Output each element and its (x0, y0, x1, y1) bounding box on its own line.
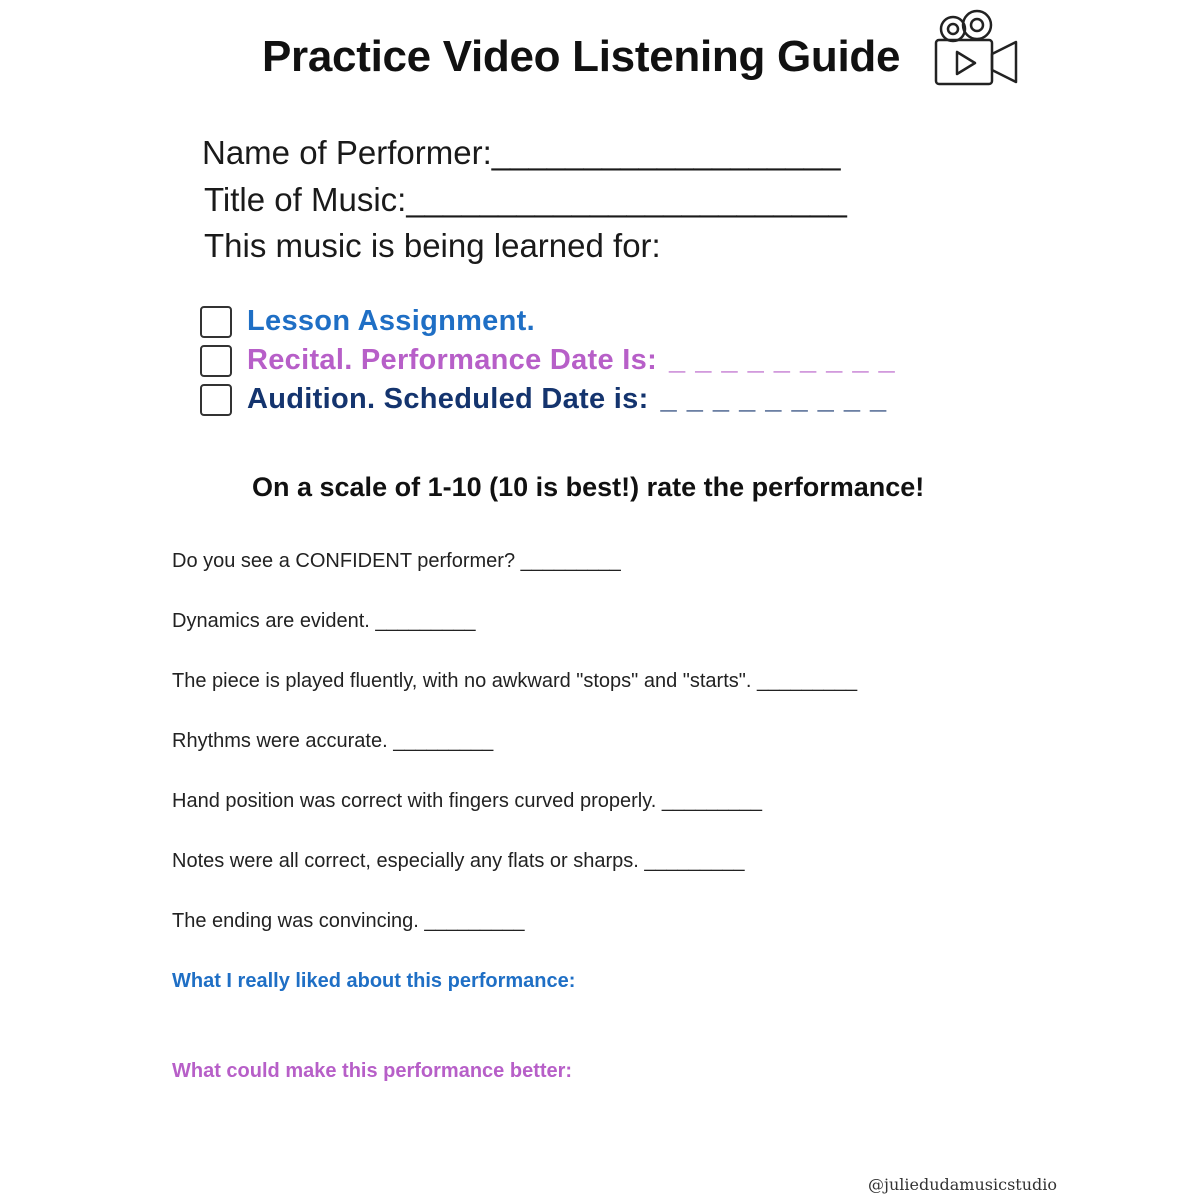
question-hand-position[interactable]: Hand position was correct with fingers curved properly. _________ (172, 790, 762, 812)
lesson-label: Lesson Assignment. (247, 305, 535, 337)
performer-name-field[interactable]: Name of Performer:___________________ (202, 134, 841, 171)
purpose-option-audition[interactable] (200, 383, 887, 416)
liked-prompt: What I really liked about this performance: (172, 970, 576, 992)
question-rhythms[interactable]: Rhythms were accurate. _________ (172, 730, 494, 752)
purpose-option-lesson[interactable] (200, 305, 535, 338)
purpose-option-recital[interactable] (200, 344, 896, 377)
recital-label: Recital. Performance Date Is: (247, 344, 658, 376)
question-fluency[interactable]: The piece is played fluently, with no awkward "stops" and "starts". _________ (172, 670, 858, 692)
audition-checkbox[interactable] (200, 384, 232, 416)
audition-date-blank[interactable]: _ _ _ _ _ _ _ _ _ (660, 383, 888, 415)
lesson-checkbox[interactable] (200, 306, 232, 338)
question-ending[interactable]: The ending was convincing. _________ (172, 910, 525, 932)
recital-date-blank[interactable]: _ _ _ _ _ _ _ _ _ (669, 344, 896, 376)
improve-prompt: What could make this performance better: (172, 1060, 573, 1082)
question-confident[interactable]: Do you see a CONFIDENT performer? _________ (172, 550, 621, 572)
audition-label: Audition. Scheduled Date is: (247, 383, 649, 415)
studio-credit: @juliedudamusicstudio (868, 1175, 1057, 1194)
recital-checkbox[interactable] (200, 345, 232, 377)
rating-heading: On a scale of 1-10 (10 is best!) rate the performance! (252, 472, 925, 502)
video-camera-icon (930, 8, 1022, 90)
question-dynamics[interactable]: Dynamics are evident. _________ (172, 610, 476, 632)
learned-for-label: This music is being learned for: (204, 227, 661, 264)
music-title-field[interactable]: Title of Music:________________________ (204, 181, 847, 218)
page-title: Practice Video Listening Guide (262, 32, 901, 81)
question-notes[interactable]: Notes were all correct, especially any flats or sharps. _________ (172, 850, 745, 872)
